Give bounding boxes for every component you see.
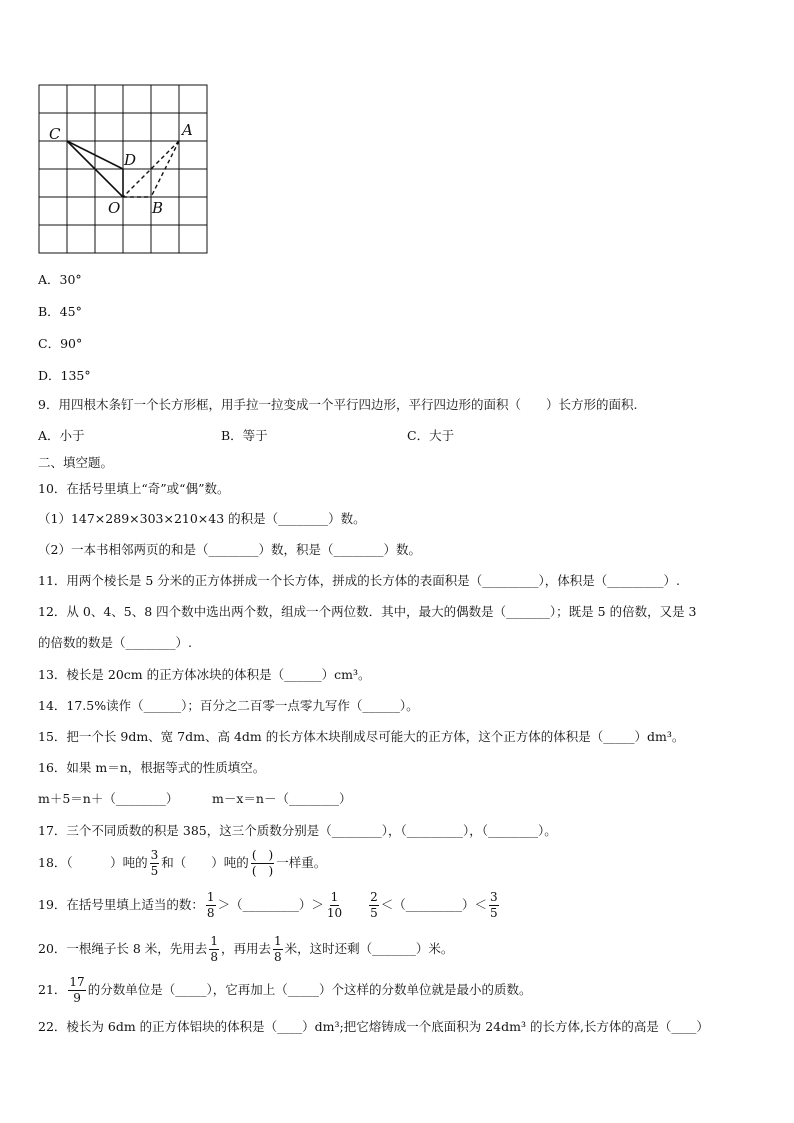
- fraction-numerator: 17: [69, 975, 85, 989]
- fraction-denominator: 5: [150, 864, 159, 878]
- geometry-grid-figure: [38, 84, 210, 256]
- fraction-numerator: 1: [330, 890, 339, 904]
- q8-option-b: B．45°: [38, 304, 82, 319]
- q19-gt: ＞（_________）＞: [217, 897, 324, 912]
- q15: 15．把一个长 9dm、宽 7dm、高 4dm 的长方体木块削成尽可能大的正方体，这个正方体的体积是（_____）dm³。: [38, 729, 685, 744]
- q12-line1: 12．从 0、4、5、8 四个数中选出两个数，组成一个两位数．其中，最大的偶数是（_______）；既是 5 的倍数，又是 3: [38, 604, 697, 619]
- fraction-denominator: 5: [490, 906, 498, 920]
- q10-sub2: （2）一本书相邻两页的和是（________）数，积是（________）数。: [38, 542, 421, 557]
- q20-mid: ，再用去: [220, 941, 271, 956]
- fraction-numerator: ( ): [251, 848, 274, 862]
- q19-fraction-2: [326, 891, 343, 920]
- q18-post: 一样重。: [276, 855, 327, 870]
- q19-lt: ＜（_________）＜: [380, 897, 488, 912]
- label-B: B: [152, 199, 164, 217]
- q18-pre: 18．（ ）吨的: [38, 855, 148, 870]
- q13: 13．棱长是 20cm 的正方体冰块的体积是（______）cm³。: [38, 667, 371, 682]
- q8-option-a: A．30°: [38, 272, 82, 287]
- q20-post: 米，这时还剩（_______）米。: [284, 941, 454, 956]
- fraction-numerator: 1: [273, 934, 282, 948]
- q18-mid: 和（ ）吨的: [161, 855, 249, 870]
- q19-fraction-4: [489, 891, 499, 920]
- q20-fraction-2: [273, 935, 283, 964]
- fraction-numerator: 1: [206, 890, 215, 904]
- section-heading-fill-blank: 二、填空题。: [38, 455, 114, 470]
- q22: 22．棱长为 6dm 的正方体铝块的体积是（____）dm³;把它熔铸成一个底面积为 24dm³ 的长方体,长方体的高是（____）: [38, 1019, 709, 1034]
- fraction-numerator: 1: [210, 934, 218, 948]
- fraction-numerator: 3: [150, 848, 159, 862]
- fraction-denominator: 8: [273, 950, 282, 964]
- q21-pre: 21．: [38, 982, 67, 997]
- q18-blank-fraction: [251, 849, 274, 878]
- fraction-numerator: 2: [370, 890, 378, 904]
- q16-stem: 16．如果 m＝n，根据等式的性质填空。: [38, 760, 266, 775]
- q16-eq2: m－x＝n－（________）: [212, 791, 352, 806]
- fraction-denominator: 8: [210, 950, 218, 964]
- q12-line2: 的倍数的数是（________）.: [38, 635, 192, 650]
- q9-option-c: C．大于: [407, 428, 455, 443]
- q18: [38, 849, 326, 878]
- fraction-denominator: 9: [73, 991, 81, 1005]
- q19-fraction-3: [369, 891, 379, 920]
- label-A: A: [182, 121, 193, 139]
- label-D: D: [124, 151, 137, 169]
- label-C: C: [49, 125, 61, 143]
- fraction-numerator: 3: [490, 890, 498, 904]
- fraction-denominator: ( ): [251, 864, 274, 878]
- q18-fraction: [150, 849, 160, 878]
- fraction-denominator: 8: [206, 906, 215, 920]
- q9-option-b: B．等于: [221, 428, 268, 443]
- label-O: O: [108, 199, 121, 217]
- q14: 14．17.5%读作（______）；百分之二百零一点零九写作（______）。: [38, 698, 419, 713]
- q8-option-c: C．90°: [38, 336, 83, 351]
- q20-fraction-1: [209, 935, 219, 964]
- q8-option-d: D．135°: [38, 368, 91, 383]
- q21-post: 的分数单位是（_____），它再加上（_____）个这样的分数单位就是最小的质数。: [87, 982, 532, 997]
- q10-stem: 10．在括号里填上“奇”或“偶”数。: [38, 481, 230, 496]
- q20-pre: 20．一根绳子长 8 米，先用去: [38, 941, 208, 956]
- q19: [38, 891, 501, 920]
- q19-fraction-1: [206, 891, 216, 920]
- q9-option-a: A．小于: [38, 428, 85, 443]
- q19-pre: 19．在括号里填上适当的数：: [38, 897, 204, 912]
- q17: 17．三个不同质数的积是 385，这三个质数分别是（________），（_________），（________）。: [38, 823, 557, 838]
- fraction-denominator: 5: [370, 906, 378, 920]
- q11: 11．用两个棱长是 5 分米的正方体拼成一个长方体，拼成的长方体的表面积是（_________），体积是（_________）.: [38, 573, 681, 588]
- q16-eq1: m＋5＝n＋（________）: [38, 791, 179, 806]
- q10-sub1: （1）147×289×303×210×43 的积是（________）数。: [38, 511, 366, 526]
- fraction-denominator: 10: [326, 906, 343, 920]
- q21-fraction: [68, 976, 85, 1005]
- q9-stem: 9．用四根木条钉一个长方形框，用手拉一拉变成一个平行四边形，平行四边形的面积（ ）长方形的面积.: [38, 397, 638, 412]
- q20: [38, 935, 453, 964]
- q21: [38, 976, 531, 1005]
